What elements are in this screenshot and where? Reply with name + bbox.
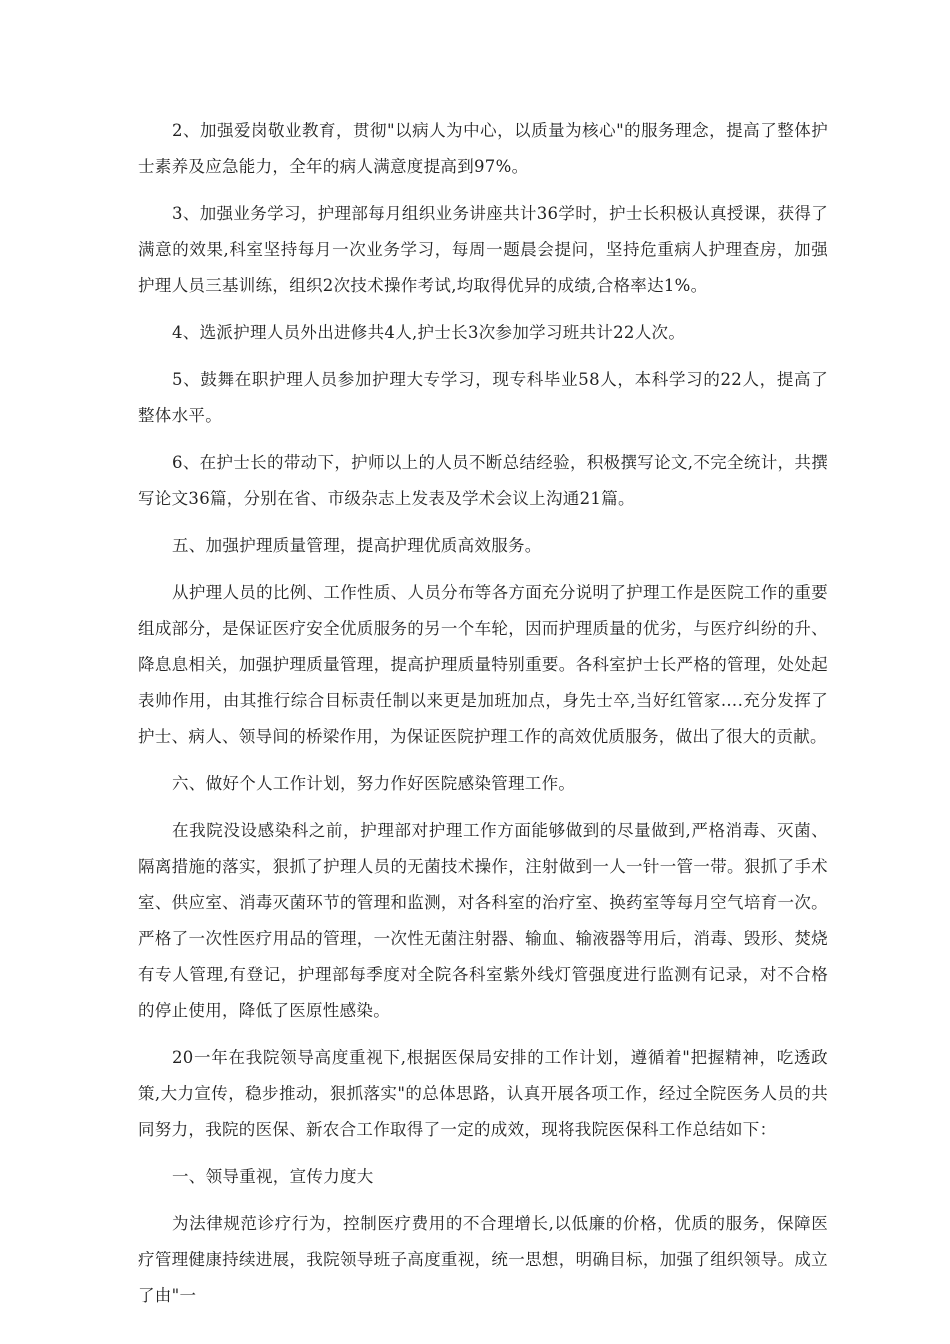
section-heading-5: 五、加强护理质量管理，提高护理优质高效服务。 (172, 536, 542, 555)
paragraph-quality-management: 从护理人员的比例、工作性质、人员分布等各方面充分说明了护理工作是医院工作的重要组成部分，是保证医疗安全优质服务的另一个车轮，因而护理质量的优劣，与医疗纠纷的升、降息息相关，加强护理质量管理，提高护理质量特别重要。各科室护士长严格的管理，处处起表帅作用，由其推行综合目标责任制以来更是加班加点，身先士卒,当好红管家….充分发挥了护士、病人、领导间的桥梁作用，为保证医院护理工作的高效优质服务，做出了很大的贡献。 (138, 583, 828, 746)
section-heading-6: 六、做好个人工作计划，努力作好医院感染管理工作。 (172, 774, 576, 793)
paragraph-item-3: 3、加强业务学习，护理部每月组织业务讲座共计36学时，护士长积极认真授课，获得了满意的效果,科室坚持每月一次业务学习，每周一题晨会提问，坚持危重病人护理查房，加强护理人员三基训练，组织2次技术操作考试,均取得优异的成绩,合格率达1%。 (138, 204, 828, 295)
document-body (138, 113, 828, 1325)
paragraph-item-2: 2、加强爱岗敬业教育，贯彻"以病人为中心，以质量为核心"的服务理念，提高了整体护士素养及应急能力，全年的病人满意度提高到97%。 (138, 121, 828, 176)
paragraph-item-4: 4、选派护理人员外出进修共4人,护士长3次参加学习班共计22人次。 (172, 323, 686, 342)
section-heading-1: 一、领导重视，宣传力度大 (172, 1167, 374, 1186)
paragraph-item-5: 5、鼓舞在职护理人员参加护理大专学习，现专科毕业58人，本科学习的22人，提高了整体水平。 (138, 370, 828, 425)
paragraph-insurance-summary: 20一年在我院领导高度重视下,根据医保局安排的工作计划，遵循着"把握精神，吃透政策,大力宣传，稳步推动，狠抓落实"的总体思路，认真开展各项工作，经过全院医务人员的共同努力，我院的医保、新农合工作取得了一定的成效，现将我院医保科工作总结如下： (138, 1048, 828, 1139)
paragraph-leadership: 为法律规范诊疗行为，控制医疗费用的不合理增长,以低廉的价格，优质的服务，保障医疗管理健康持续进展，我院领导班子高度重视，统一思想，明确目标，加强了组织领导。成立了由"一 (138, 1214, 828, 1305)
paragraph-item-6: 6、在护士长的带动下，护师以上的人员不断总结经验，积极撰写论文,不完全统计，共撰写论文36篇，分别在省、市级杂志上发表及学术会议上沟通21篇。 (138, 453, 828, 508)
paragraph-infection-control: 在我院没设感染科之前，护理部对护理工作方面能够做到的尽量做到,严格消毒、灭菌、隔离措施的落实，狠抓了护理人员的无菌技术操作，注射做到一人一针一管一带。狠抓了手术室、供应室、消毒灭菌环节的管理和监测，对各科室的治疗室、换药室等每月空气培育一次。严格了一次性医疗用品的管理，一次性无菌注射器、输血、输液器等用后，消毒、毁形、焚烧有专人管理,有登记，护理部每季度对全院各科室紫外线灯管强度进行监测有记录，对不合格的停止使用，降低了医原性感染。 (138, 821, 828, 1020)
